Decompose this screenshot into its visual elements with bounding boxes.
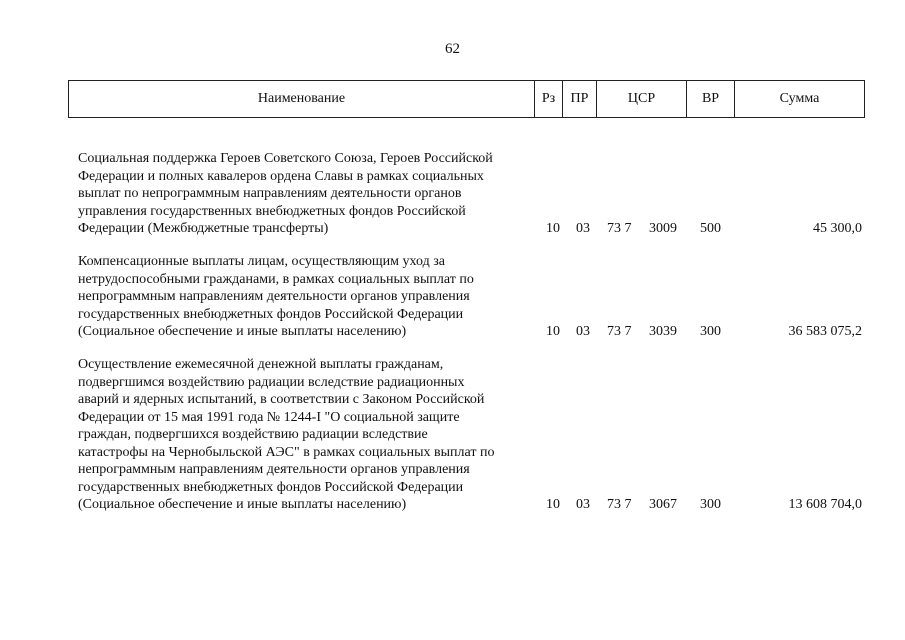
row-name-line: Федерации (Межбюджетные трансферты)	[78, 221, 329, 236]
header-rz: Рз	[535, 81, 563, 118]
cell-rz: 10	[546, 497, 560, 512]
row-name-line: подвергшимся воздействию радиации вследствие радиационных	[78, 374, 465, 390]
cell-sum: 13 608 704,0	[788, 497, 862, 512]
row-name-line: выплат по непрограммным направлениям деятельности органов	[78, 186, 462, 201]
cell-vr: 500	[700, 221, 721, 236]
row-name-line: государственных внебюджетных фондов Российской Федерации	[78, 306, 464, 322]
row-name-line: Федерации и полных кавалеров ордена Славы в рамках социальных	[78, 168, 484, 184]
header-vr: ВР	[687, 81, 735, 118]
cell-pr: 03	[576, 497, 590, 512]
row-codes	[78, 496, 864, 514]
row-name-line: непрограммным направлениям деятельности органов управления	[78, 462, 470, 477]
row-name-line: (Социальное обеспечение и иные выплаты населению)	[78, 324, 407, 339]
row-name-line: (Социальное обеспечение и иные выплаты населению)	[78, 497, 407, 512]
table-row	[78, 356, 864, 514]
row-name-line: аварий и ядерных испытаний, в соответствии с Законом Российской	[78, 392, 485, 407]
cell-csr-code: 3009	[649, 221, 677, 236]
table-row	[78, 253, 864, 341]
cell-rz: 10	[546, 324, 560, 339]
cell-csr-program: 73 7	[607, 221, 632, 236]
row-codes	[78, 323, 864, 341]
cell-csr-program: 73 7	[607, 324, 632, 339]
cell-rz: 10	[546, 221, 560, 236]
table-row	[78, 150, 864, 238]
cell-vr: 300	[700, 324, 721, 339]
row-name-line: государственных внебюджетных фондов Российской Федерации	[78, 479, 464, 495]
cell-vr: 300	[700, 497, 721, 512]
row-codes	[78, 220, 864, 238]
cell-sum: 45 300,0	[813, 221, 862, 236]
cell-sum: 36 583 075,2	[788, 324, 862, 339]
cell-csr-code: 3039	[649, 324, 677, 339]
cell-csr-code: 3067	[649, 497, 677, 512]
header-sum: Сумма	[735, 81, 865, 118]
row-name-line: Компенсационные выплаты лицам, осуществляющим уход за	[78, 254, 445, 269]
row-name-line: Федерации от 15 мая 1991 года № 1244-I "О социальной защите	[78, 409, 460, 425]
cell-pr: 03	[576, 221, 590, 236]
row-name-line: катастрофы на Чернобыльской АЭС" в рамках социальных выплат по	[78, 444, 495, 460]
page-number: 62	[445, 41, 460, 57]
row-name-line: нетрудоспособными гражданами, в рамках социальных выплат по	[78, 271, 474, 287]
cell-pr: 03	[576, 324, 590, 339]
table-header-row	[69, 81, 865, 118]
cell-csr-program: 73 7	[607, 497, 632, 512]
header-pr: ПР	[563, 81, 597, 118]
row-name-line: граждан, подвергшихся воздействию радиации вследствие	[78, 427, 428, 442]
budget-table-header	[68, 80, 865, 118]
row-name-line: непрограммным направлениям деятельности органов управления	[78, 289, 470, 304]
header-name: Наименование	[69, 81, 535, 118]
row-name-line: Социальная поддержка Героев Советского Союза, Героев Российской	[78, 151, 493, 166]
row-name-line: Осуществление ежемесячной денежной выплаты гражданам,	[78, 357, 444, 372]
row-name-line: управления государственных внебюджетных фондов Российской	[78, 203, 466, 219]
header-csr: ЦСР	[597, 81, 687, 118]
row-name	[78, 356, 533, 514]
